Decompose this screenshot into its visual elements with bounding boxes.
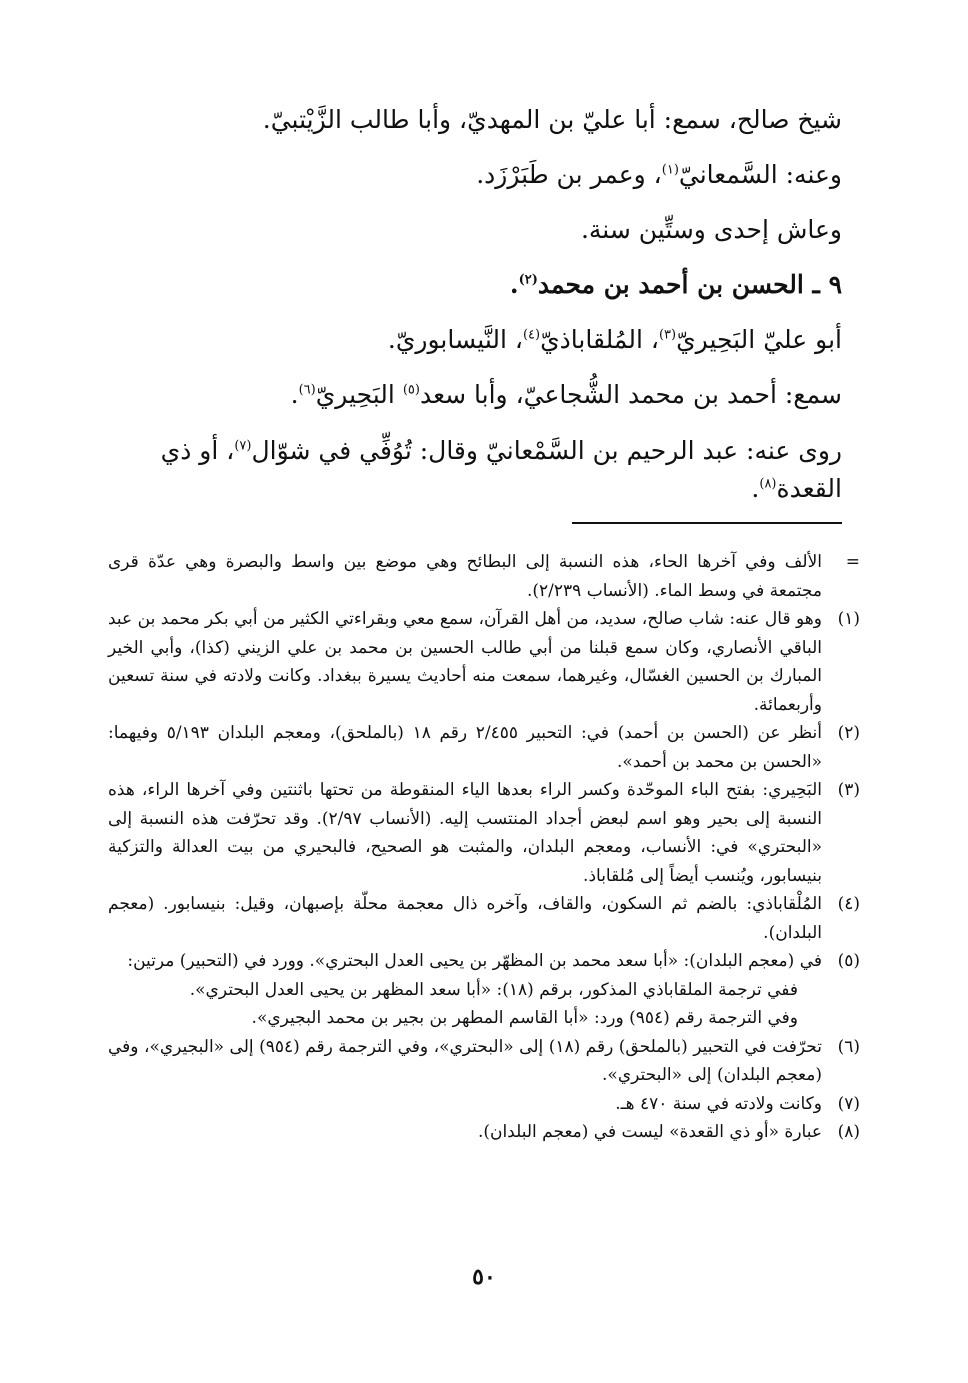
entry-heading: [110, 257, 842, 312]
footnote-8-number: (٨): [837, 1122, 860, 1142]
footnote-7: [108, 1090, 860, 1119]
footnote-6: [108, 1033, 860, 1090]
footnote-ref-7[interactable]: (٧): [234, 438, 252, 454]
footnote-3-text: البَحِيري: بفتح الباء الموحّدة وكسر الراء بعدها الياء المنقوطة من تحتها باثنتين وفي آخرها الراء، هذه النسبة إلى بحير وهو اسم لبعض أجداد المنتسب إليه. (الأنساب ٢/٩٧). وقد تحرّفت هذه النسبة إلى «البحتري» في: الأنساب، ومعجم البلدان، والمثبت هو الصحيح، فالبحيري من بيت العدالة والتزكية بنيسابور، ويُنسب أيضاً إلى مُلقاباذ.: [108, 780, 823, 886]
main-line-7-text-c: .: [751, 474, 760, 503]
footnote-ref-6[interactable]: (٦): [298, 382, 316, 398]
footnote-5-body: [108, 947, 822, 1033]
footnote-ref-3[interactable]: (٣): [658, 327, 677, 343]
main-line-3-text: وعاش إحدى وستِّين سنة.: [580, 215, 842, 244]
main-line-7-text-b: ، أو ذي القعدة: [160, 436, 842, 503]
footnote-1: [108, 605, 860, 719]
main-line-5-text-b: ، المُلقاباذيّ: [540, 325, 659, 354]
footnote-ref-2[interactable]: (٢): [518, 272, 538, 288]
footnote-4: [108, 890, 860, 947]
footnote-ref-4[interactable]: (٤): [522, 327, 541, 343]
footnote-8-text: عبارة «أو ذي القعدة» ليست في (معجم البلدان).: [477, 1122, 822, 1142]
main-line-1-text: شيخ صالح، سمع: أبا عليّ بن المهديّ، وأبا طالب الزَّيْتبيّ.: [262, 105, 842, 134]
main-line-2-text-b: ، وعمر بن طَبَرْزَد.: [476, 160, 662, 189]
main-line-6: [110, 367, 842, 422]
footnote-8: [108, 1118, 860, 1147]
footnote-3-number: (٣): [837, 780, 860, 800]
main-line-3: [110, 202, 842, 257]
page-number: ٥٠: [472, 1264, 496, 1290]
footnote-ref-8[interactable]: (٨): [759, 476, 777, 492]
main-line-5-text-c: ، النَّيسابوريّ.: [387, 325, 523, 354]
footnote-2-text: أنظر عن (الحسن بن أحمد) في: التحبير ٢/٤٥٥ رقم ١٨ (بالملحق)، ومعجم البلدان ٥/١٩٣ وفيهما: «الحسن بن محمد بن أحمد».: [108, 723, 822, 772]
footnote-5-sub-1: ففي ترجمة الملقاباذي المذكور، برقم (١٨): «أبا سعد المظهر بن يحيى العدل البحتري».: [189, 979, 798, 1000]
footnote-5-sub-2: وفي الترجمة رقم (٩٥٤) ورد: «أبا القاسم المطهر بن بجير بن محمد البجيري».: [251, 1008, 798, 1028]
footnote-2: [108, 719, 860, 776]
footnote-separator: [572, 522, 842, 524]
main-line-2-text-a: وعنه: السَّمعانيّ: [678, 160, 842, 189]
footnote-2-number: (٢): [837, 723, 860, 743]
main-line-7-text-a: روى عنه: عبد الرحيم بن السَّمْعانيّ وقال: تُوُفِّي في شوّال: [251, 436, 842, 465]
main-line-6-text-c: .: [290, 380, 299, 409]
continuation-text: الألف وفي آخرها الحاء، هذه النسبة إلى البطائح وهي موضع بين واسط والبصرة وهي عدّة قرى مجتمعة في وسط الماء. (الأنساب ٢/٢٣٩).: [108, 552, 822, 601]
footnote-1-text: وهو قال عنه: شاب صالح، سديد، من أهل القرآن، سمع معي وبقراءتي الكثير من أبي بكر محمد بن عبد الباقي الأنصاري، وكان سمع قبلنا من أبي طالب الحسين بن محمد بن علي الزيني (كذا)، وأبي الخير المبارك بن الحسين الغسّال، وغيرهما، سمعت منه أحاديث يسيرة ببغداد. وكانت ولادته في سنة تسعين وأربعمائة.: [108, 609, 822, 715]
footnote-5-text: في (معجم البلدان): «أبا سعد محمد بن المظهّر بن يحيى العدل البحتري». وورد في (التحبير) مرتين:: [127, 951, 822, 971]
footnote-4-number: (٤): [837, 894, 860, 914]
footnote-6-text: تحرّفت في التحبير (بالملحق) رقم (١٨) إلى «البحتري»، وفي الترجمة رقم (٩٥٤) إلى «البجيري»، وفي (معجم البلدان) إلى «البحتري».: [108, 1036, 822, 1085]
main-line-5-text-a: أبو عليّ البَحِيريّ: [676, 325, 842, 354]
entry-heading-text: ٩ ـ الحسن بن أحمد بن محمد: [537, 270, 842, 299]
main-text: [110, 92, 842, 508]
main-line-7: [110, 432, 842, 508]
footnote-6-number: (٦): [837, 1036, 860, 1057]
footnote-ref-1[interactable]: (١): [661, 162, 679, 178]
main-line-5: [110, 312, 842, 367]
entry-heading-end: .: [509, 270, 519, 299]
footnote-5: [108, 947, 860, 1033]
footnote-7-number: (٧): [837, 1093, 860, 1114]
footnote-ref-5[interactable]: (٥): [402, 382, 420, 398]
main-line-2: [110, 147, 842, 202]
main-line-6-text-a: سمع: أحمد بن محمد الشُّجاعيّ، وأبا سعد: [419, 380, 842, 409]
footnote-continuation: [108, 548, 860, 605]
footnote-1-number: (١): [837, 609, 860, 629]
main-line-1: [110, 92, 842, 147]
footnote-3: [108, 776, 860, 890]
continuation-marker: =: [845, 552, 860, 572]
footnote-7-text: وكانت ولادته في سنة ٤٧٠ هـ.: [615, 1093, 822, 1114]
footnote-4-text: المُلْقاباذي: بالضم ثم السكون، والقاف، وآخره ذال معجمة محلّة بإصبهان، وقيل: بنيسابور. (معجم البلدان).: [108, 894, 822, 943]
footnote-5-number: (٥): [837, 951, 860, 971]
footnotes: [108, 548, 860, 1147]
main-line-6-text-b: البَحِيريّ: [315, 380, 403, 409]
